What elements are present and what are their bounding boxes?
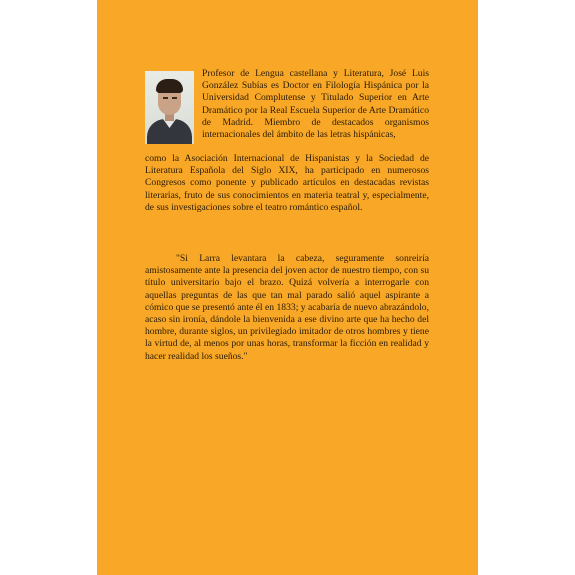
portrait-eye-right — [172, 97, 177, 99]
author-bio-top: Profesor de Lengua castellana y Literatura, José Luis González Subías es Doctor en Filología Hispánica por la Universidad Complutense y Titulado Superior en Arte Dramático por la Real Escuela Superior de Arte Dramático de Madrid. Miembro de destacados organismos internacionales del ámbito de las letras hispánicas, — [202, 68, 429, 141]
portrait-hair — [156, 79, 183, 93]
book-quote: "Si Larra levantara la cabeza, seguramente sonreiría amistosamente ante la presencia del joven actor de nuestro tiempo, con su título universitario bajo el brazo. Quizá volvería a interrogarle con aquellas preguntas de las que tan mal parado salió aquel aspirante a cómico que se presentó ante él en 1833; y acabaría de nuevo abrazándolo, acaso sin ironía, dándole la bienvenida a ese divino arte que ha hecho del hombre, durante siglos, un privilegiado imitador de otros hombres y tiene la virtud de, al menos por unas horas, transformar la ficción en realidad y hacer realidad los sueños." — [145, 253, 429, 362]
author-bio-bottom: como la Asociación Internacional de Hispanistas y la Sociedad de Literatura Española del Siglo XIX, ha participado en numerosos Congresos como ponente y publicado artículos en destacadas revistas literarias, fruto de sus conocimientos en materia teatral y, especialmente, de sus investigaciones sobre el teatro romántico español. — [145, 153, 429, 213]
portrait-eye-left — [163, 97, 168, 99]
author-portrait-photo — [145, 71, 194, 144]
